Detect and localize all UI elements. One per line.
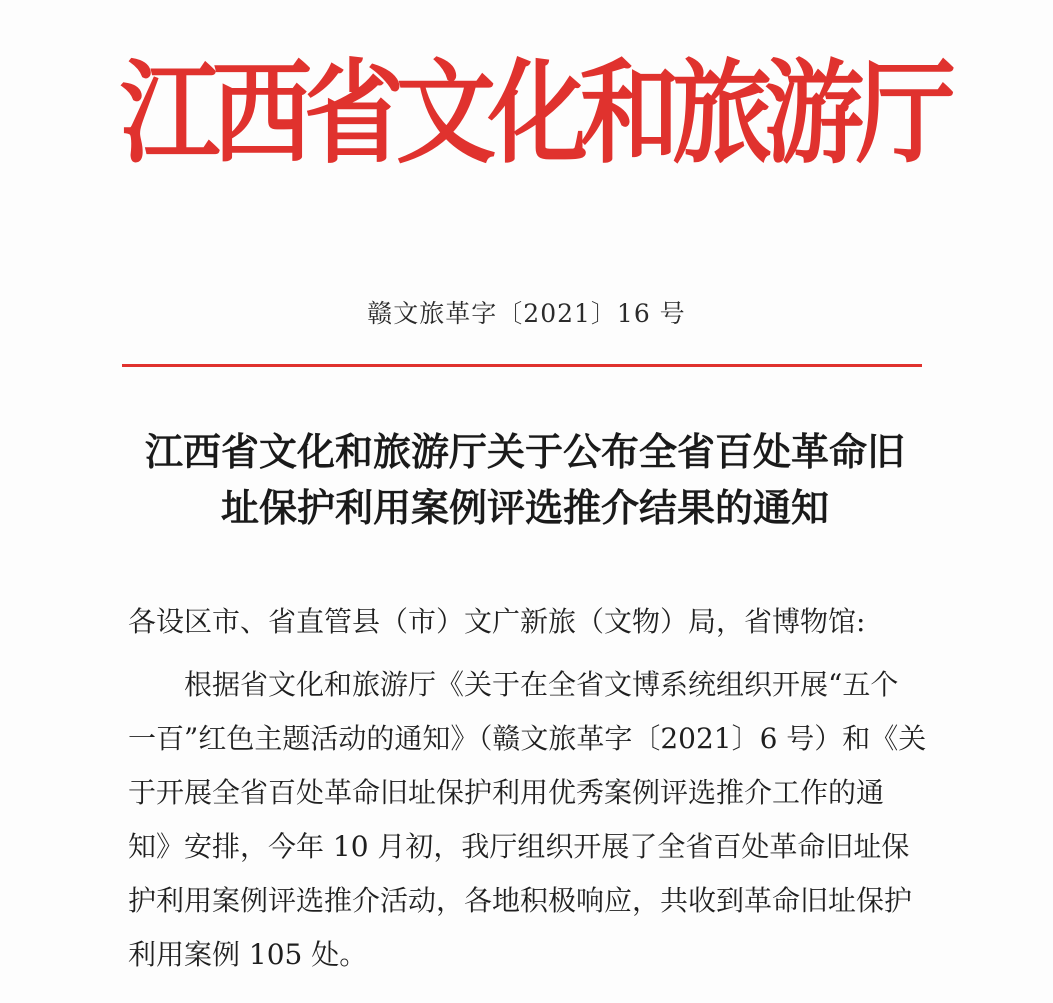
body-line: 根据省文化和旅游厅《关于在全省文博系统组织开展“五个 <box>184 668 899 701</box>
masthead-char: 厅 <box>856 46 956 180</box>
title-line: 江西省文化和旅游厅关于公布全省百处革命旧 <box>144 430 905 474</box>
masthead-char: 化 <box>488 46 588 180</box>
masthead-title <box>120 46 956 180</box>
body-line: 一百”红色主题活动的通知》（赣文旅革字〔2021〕6 号）和《关 <box>128 722 927 755</box>
document-number: 赣文旅革字〔2021〕16 号 <box>367 299 686 328</box>
red-divider <box>122 364 922 367</box>
masthead-char: 和 <box>580 46 680 180</box>
masthead-char: 文 <box>396 46 496 180</box>
body-line: 护利用案例评选推介活动，各地积极响应，共收到革命旧址保护 <box>128 884 913 917</box>
masthead-char: 西 <box>212 46 312 180</box>
body-line: 于开展全省百处革命旧址保护利用优秀案例评选推介工作的通 <box>128 776 885 809</box>
document-title <box>110 424 940 536</box>
masthead-char: 省 <box>304 46 404 180</box>
masthead-char: 游 <box>764 46 864 180</box>
masthead-char: 江 <box>120 46 220 180</box>
title-line: 址保护利用案例评选推介结果的通知 <box>220 486 829 530</box>
body-line: 知》安排，今年 10 月初，我厅组织开展了全省百处革命旧址保 <box>128 830 910 863</box>
masthead-char: 旅 <box>672 46 772 180</box>
body-paragraph <box>128 658 928 982</box>
body-line: 利用案例 105 处。 <box>128 938 368 971</box>
salutation: 各设区市、省直管县（市）文广新旅（文物）局，省博物馆: <box>128 605 866 638</box>
